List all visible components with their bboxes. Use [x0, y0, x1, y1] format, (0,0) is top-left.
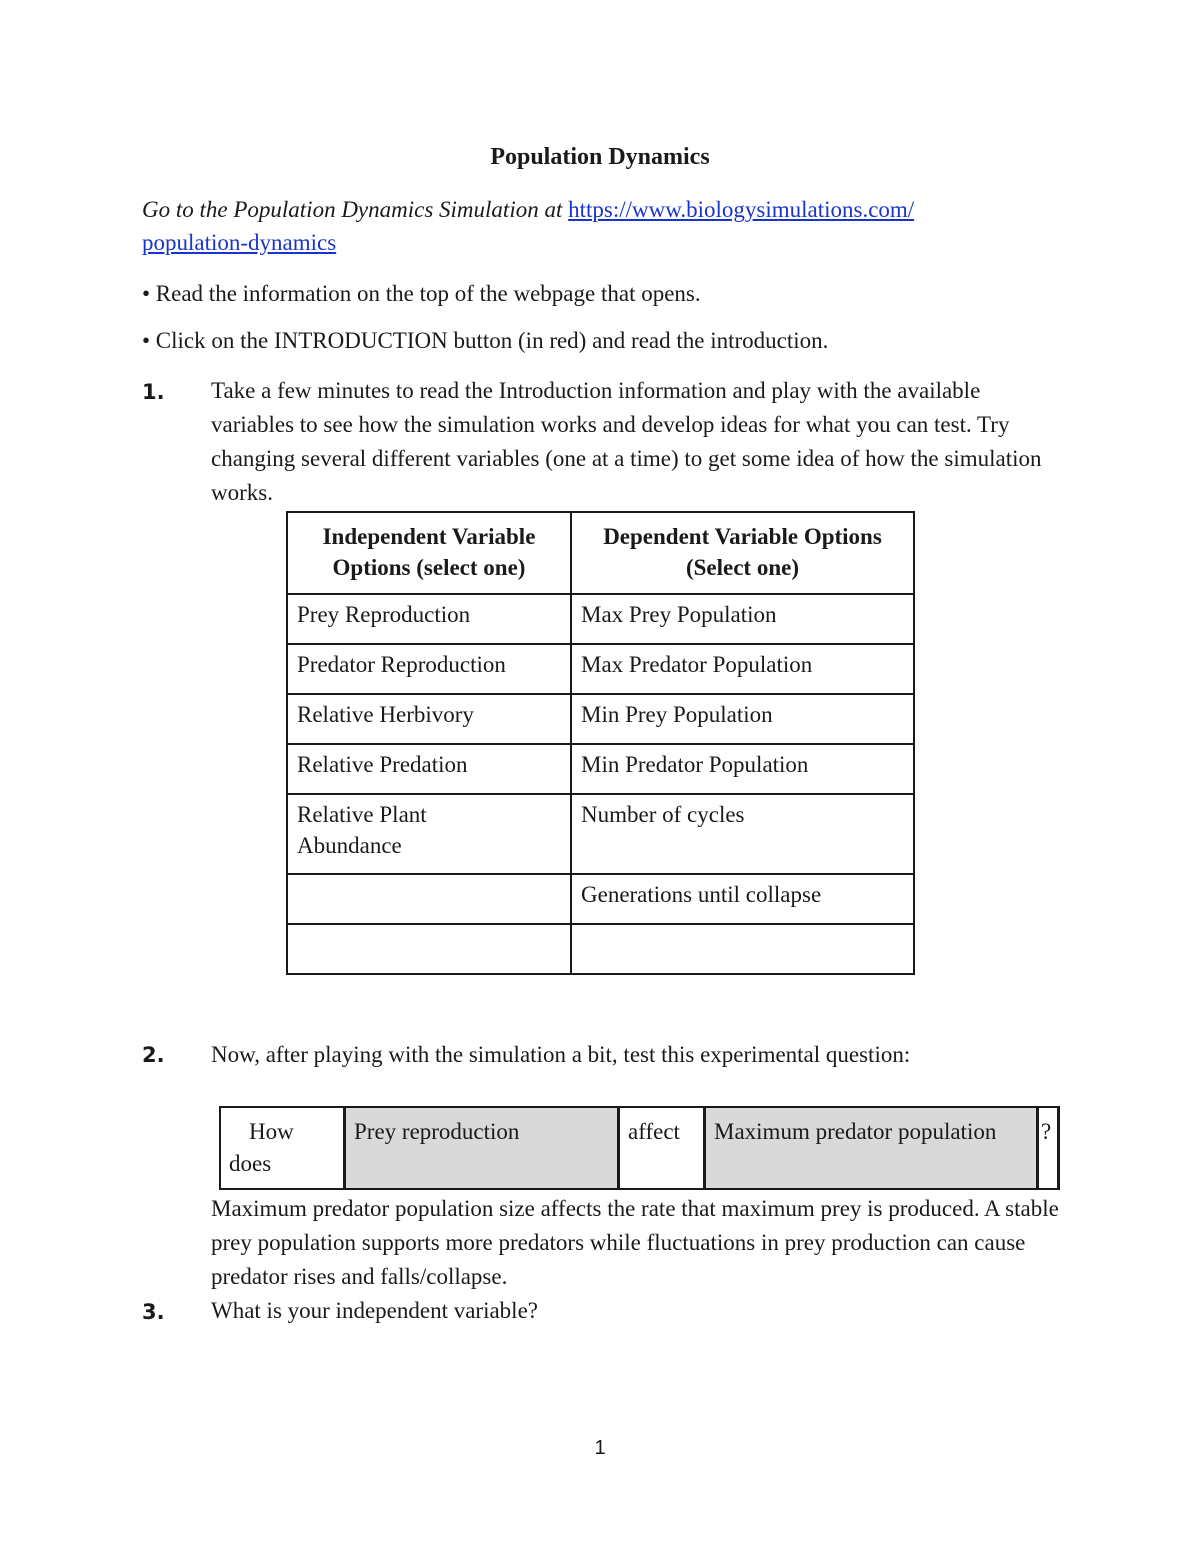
question-2-number: 2.	[142, 1043, 165, 1067]
simulation-link[interactable]: https://www.biologysimulations.com/ population-dynamics	[142, 197, 915, 255]
page-number: 1	[594, 1437, 606, 1459]
table-cell: Generations until collapse	[571, 874, 914, 924]
independent-header: Independent Variable Options (select one)	[287, 512, 571, 594]
table-cell	[571, 924, 914, 974]
table-cell	[287, 874, 571, 924]
variable-options-table	[286, 511, 915, 975]
table-row	[287, 594, 914, 644]
dependent-variable-cell[interactable]: Maximum predator population	[705, 1107, 1038, 1189]
question-2-text: Now, after playing with the simulation a bit, test this experimental question:	[211, 1042, 911, 1067]
independent-variable-cell[interactable]: Prey reproduction	[345, 1107, 619, 1189]
bullet-read-info: • Read the information on the top of the webpage that opens.	[142, 281, 701, 306]
dependent-header: Dependent Variable Options (Select one)	[571, 512, 914, 594]
question-2-answer: Maximum predator population size affects the rate that maximum prey is produced. A stable prey population supports more predators while fluctuations in prey production can cause predator rises and falls/collapse.	[211, 1196, 1059, 1289]
experimental-question-table	[219, 1106, 1060, 1190]
how-does-cell: How does	[220, 1107, 345, 1189]
table-cell: Number of cycles	[571, 794, 914, 874]
question-3-number: 3.	[142, 1300, 165, 1324]
table-cell: Min Predator Population	[571, 744, 914, 794]
bullet-click-intro: • Click on the INTRODUCTION button (in red) and read the introduction.	[142, 328, 829, 353]
table-row	[287, 644, 914, 694]
table-header-row	[287, 512, 914, 594]
table-cell: Relative Predation	[287, 744, 571, 794]
affect-cell: affect	[619, 1107, 705, 1189]
table-row	[287, 694, 914, 744]
table-row	[287, 924, 914, 974]
table-cell: Min Prey Population	[571, 694, 914, 744]
question-1-number: 1.	[142, 380, 165, 404]
table-row	[287, 744, 914, 794]
intro-instructions	[142, 193, 1042, 259]
table-cell: Predator Reproduction	[287, 644, 571, 694]
table-cell	[287, 924, 571, 974]
table-cell: Relative Herbivory	[287, 694, 571, 744]
question-mark-cell: ?	[1038, 1107, 1059, 1189]
table-row	[287, 794, 914, 874]
intro-text: Go to the Population Dynamics Simulation at	[142, 197, 569, 222]
table-cell: Max Prey Population	[571, 594, 914, 644]
question-row	[220, 1107, 1059, 1189]
table-row	[287, 874, 914, 924]
question-1-text: Take a few minutes to read the Introduction information and play with the available variables to see how the simulation works and develop ideas for what you can test. Try changing several different variables (one at a time) to get some idea of how the simulation works.	[211, 378, 1042, 505]
question-3-text: What is your independent variable?	[211, 1298, 538, 1323]
page-title: Population Dynamics	[490, 144, 710, 170]
table-cell: Max Predator Population	[571, 644, 914, 694]
table-cell: Relative Plant Abundance	[287, 794, 571, 874]
table-cell: Prey Reproduction	[287, 594, 571, 644]
